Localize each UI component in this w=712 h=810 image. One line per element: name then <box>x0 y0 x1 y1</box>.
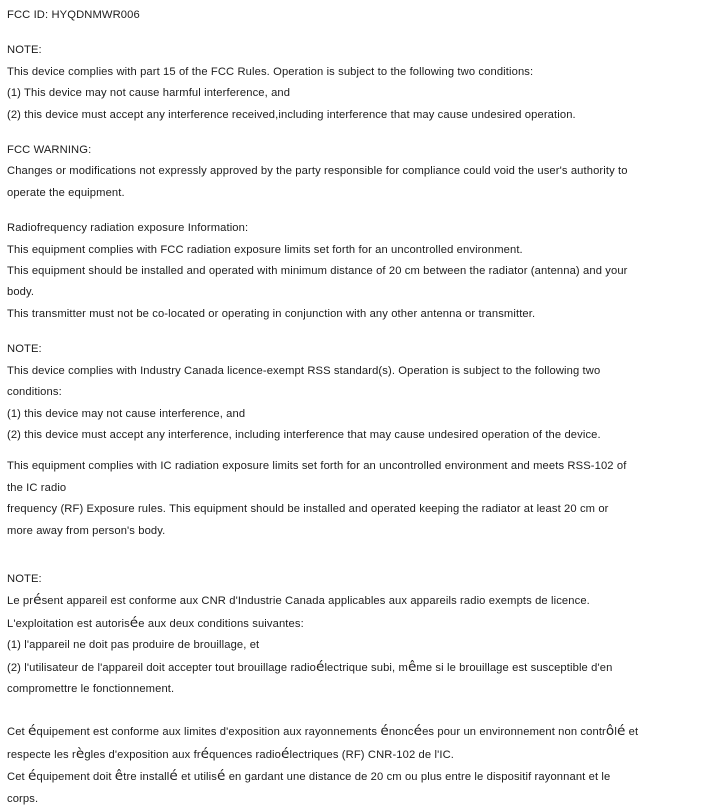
text-line: corps. <box>7 792 39 805</box>
text-line: (2) this device must accept any interference received,including interference that may cause undesired operation. <box>7 108 576 121</box>
text-line: (2) l'utilisateur de l'appareil doit accepter tout brouillage radioélectrique subi, même si le brouillage est susceptible d'en <box>7 658 613 675</box>
text-line: body. <box>7 286 35 299</box>
text-line: Radiofrequency radiation exposure Information: <box>7 222 249 235</box>
text-line: frequency (RF) Exposure rules. This equipment should be installed and operated keeping the radiator at least 20 cm or <box>7 503 609 516</box>
paragraph-fcc-id-line <box>7 5 710 26</box>
text-line: the IC radio <box>7 481 67 494</box>
fallback-accent-glyph: é <box>200 745 210 762</box>
text-line: (2) this device must accept any interference, including interference that may cause undesired operation of the device. <box>7 428 601 441</box>
fallback-accent-glyph: é <box>28 723 37 740</box>
paragraph-ic-note-french <box>7 569 710 700</box>
fallback-accent-glyph: è <box>75 745 85 762</box>
fallback-accent-glyph: é <box>281 745 290 762</box>
paragraph-ic-rf-exposure-french <box>7 721 710 810</box>
paragraph-fcc-note <box>7 40 710 126</box>
text-line: Le présent appareil est conforme aux CNR d'Industrie Canada applicables aux appareils radio exempts de licence. <box>7 592 590 609</box>
fallback-accent-glyph: é <box>380 723 389 740</box>
fallback-accent-glyph: é <box>28 768 37 785</box>
fallback-accent-glyph: é <box>33 592 42 609</box>
text-line: (1) This device may not cause harmful interference, and <box>7 87 291 100</box>
text-line: respecte les règles d'exposition aux fréquences radioélectriques (RF) CNR-102 de l'IC. <box>7 745 454 762</box>
fallback-accent-glyph: é <box>413 723 423 740</box>
paragraph-rf-exposure-info <box>7 218 710 325</box>
text-line: This equipment complies with IC radiation exposure limits set forth for an uncontrolled environment and meets RSS-102 of <box>7 460 627 473</box>
text-line: This equipment should be installed and operated with minimum distance of 20 cm between the radiator (antenna) and your <box>7 265 628 278</box>
fallback-accent-glyph: ê <box>114 768 124 785</box>
text-line: Cet équipement est conforme aux limites d'exposition aux rayonnements énoncées pour un environnement non contrôlé et <box>7 723 639 740</box>
text-line: FCC WARNING: <box>7 144 92 157</box>
text-line: (1) l'appareil ne doit pas produire de brouillage, et <box>7 639 260 652</box>
fallback-accent-glyph: é <box>217 768 226 785</box>
text-line: Changes or modifications not expressly approved by the party responsible for compliance could void the user's authority to <box>7 165 628 178</box>
paragraph-ic-rf-exposure <box>7 456 710 542</box>
fallback-accent-glyph: ê <box>407 658 417 675</box>
text-line: more away from person's body. <box>7 524 166 537</box>
text-line: This device complies with Industry Canada licence-exempt RSS standard(s). Operation is subject to the following two <box>7 364 601 377</box>
fallback-accent-glyph: é <box>129 614 139 631</box>
text-line: FCC ID: HYQDNMWR006 <box>7 9 140 21</box>
text-line: (1) this device may not cause interference, and <box>7 407 246 420</box>
text-line: operate the equipment. <box>7 186 125 199</box>
fallback-accent-glyph: é <box>315 658 325 675</box>
fallback-accent-glyph: ô <box>605 723 615 740</box>
text-line: This device complies with part 15 of the FCC Rules. Operation is subject to the following two conditions: <box>7 65 534 78</box>
text-line: compromettre le fonctionnement. <box>7 682 175 695</box>
fallback-accent-glyph: é <box>169 768 178 785</box>
text-line: L'exploitation est autorisée aux deux conditions suivantes: <box>7 614 304 631</box>
paragraph-ic-note <box>7 339 710 446</box>
text-line: This equipment complies with FCC radiation exposure limits set forth for an uncontrolled environment. <box>7 243 523 256</box>
text-line: NOTE: <box>7 44 42 57</box>
text-line: Cet équipement doit être installé et utilisé en gardant une distance de 20 cm ou plus entre le dispositif rayonnant et le <box>7 768 611 785</box>
paragraph-fcc-warning <box>7 140 710 204</box>
text-line: This transmitter must not be co-located or operating in conjunction with any other antenna or transmitter. <box>7 307 536 320</box>
text-line: conditions: <box>7 386 62 399</box>
fallback-accent-glyph: é <box>616 723 626 740</box>
text-line: NOTE: <box>7 343 42 356</box>
text-line: NOTE: <box>7 572 42 585</box>
